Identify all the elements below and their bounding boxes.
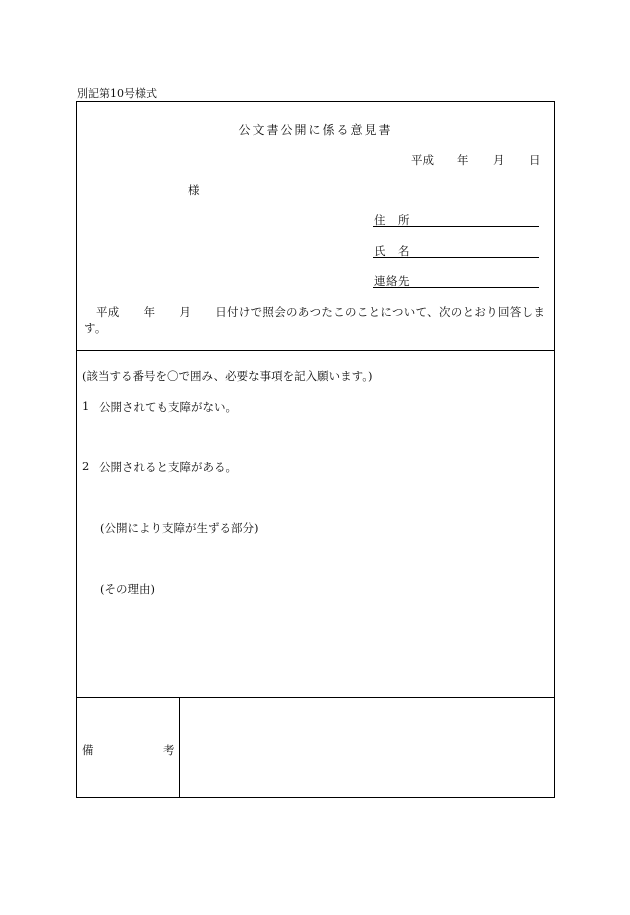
remarks-label-right: 考 — [163, 743, 175, 757]
remarks-divider — [77, 697, 554, 698]
contact-underline — [373, 287, 539, 288]
remarks-field[interactable] — [181, 699, 553, 795]
option-2-text: 公開されると支障がある。 — [99, 460, 237, 474]
remarks-column-divider — [179, 697, 180, 797]
addressee-suffix: 様 — [188, 183, 200, 197]
opinion-form — [76, 101, 555, 798]
field-label-name: 氏 名 — [374, 244, 410, 258]
inquiry-year: 年 — [143, 305, 156, 319]
field-label-contact: 連絡先 — [374, 274, 410, 288]
instruction-text: (該当する番号を〇で囲み、必要な事項を記入願います。) — [82, 369, 373, 383]
inquiry-sentence — [84, 304, 554, 336]
field-label-address: 住 所 — [374, 213, 410, 227]
address-underline — [373, 226, 539, 227]
header-divider — [77, 350, 554, 351]
name-underline — [373, 257, 539, 258]
form-number: 別記第10号様式 — [77, 87, 157, 100]
date-month-label: 月 — [493, 153, 505, 167]
option-1-text: 公開されても支障がない。 — [99, 400, 237, 414]
date-day-label: 日 — [529, 153, 541, 167]
affected-part-label: (公開により支障が生ずる部分) — [100, 521, 259, 535]
date-era: 平成 — [411, 153, 434, 167]
reason-label: (その理由) — [100, 582, 155, 596]
form-title: 公文書公開に係る意見書 — [238, 123, 393, 137]
date-year-label: 年 — [457, 153, 469, 167]
inquiry-body: 日付けで照会のあつたこのことについて、次のとおり回答します。 — [84, 305, 546, 335]
option-2-number[interactable]: 2 — [82, 459, 90, 473]
remarks-label-left: 備 — [82, 743, 94, 757]
inquiry-month: 月 — [179, 305, 192, 319]
option-1-number[interactable]: 1 — [82, 399, 90, 413]
inquiry-era: 平成 — [96, 305, 120, 319]
